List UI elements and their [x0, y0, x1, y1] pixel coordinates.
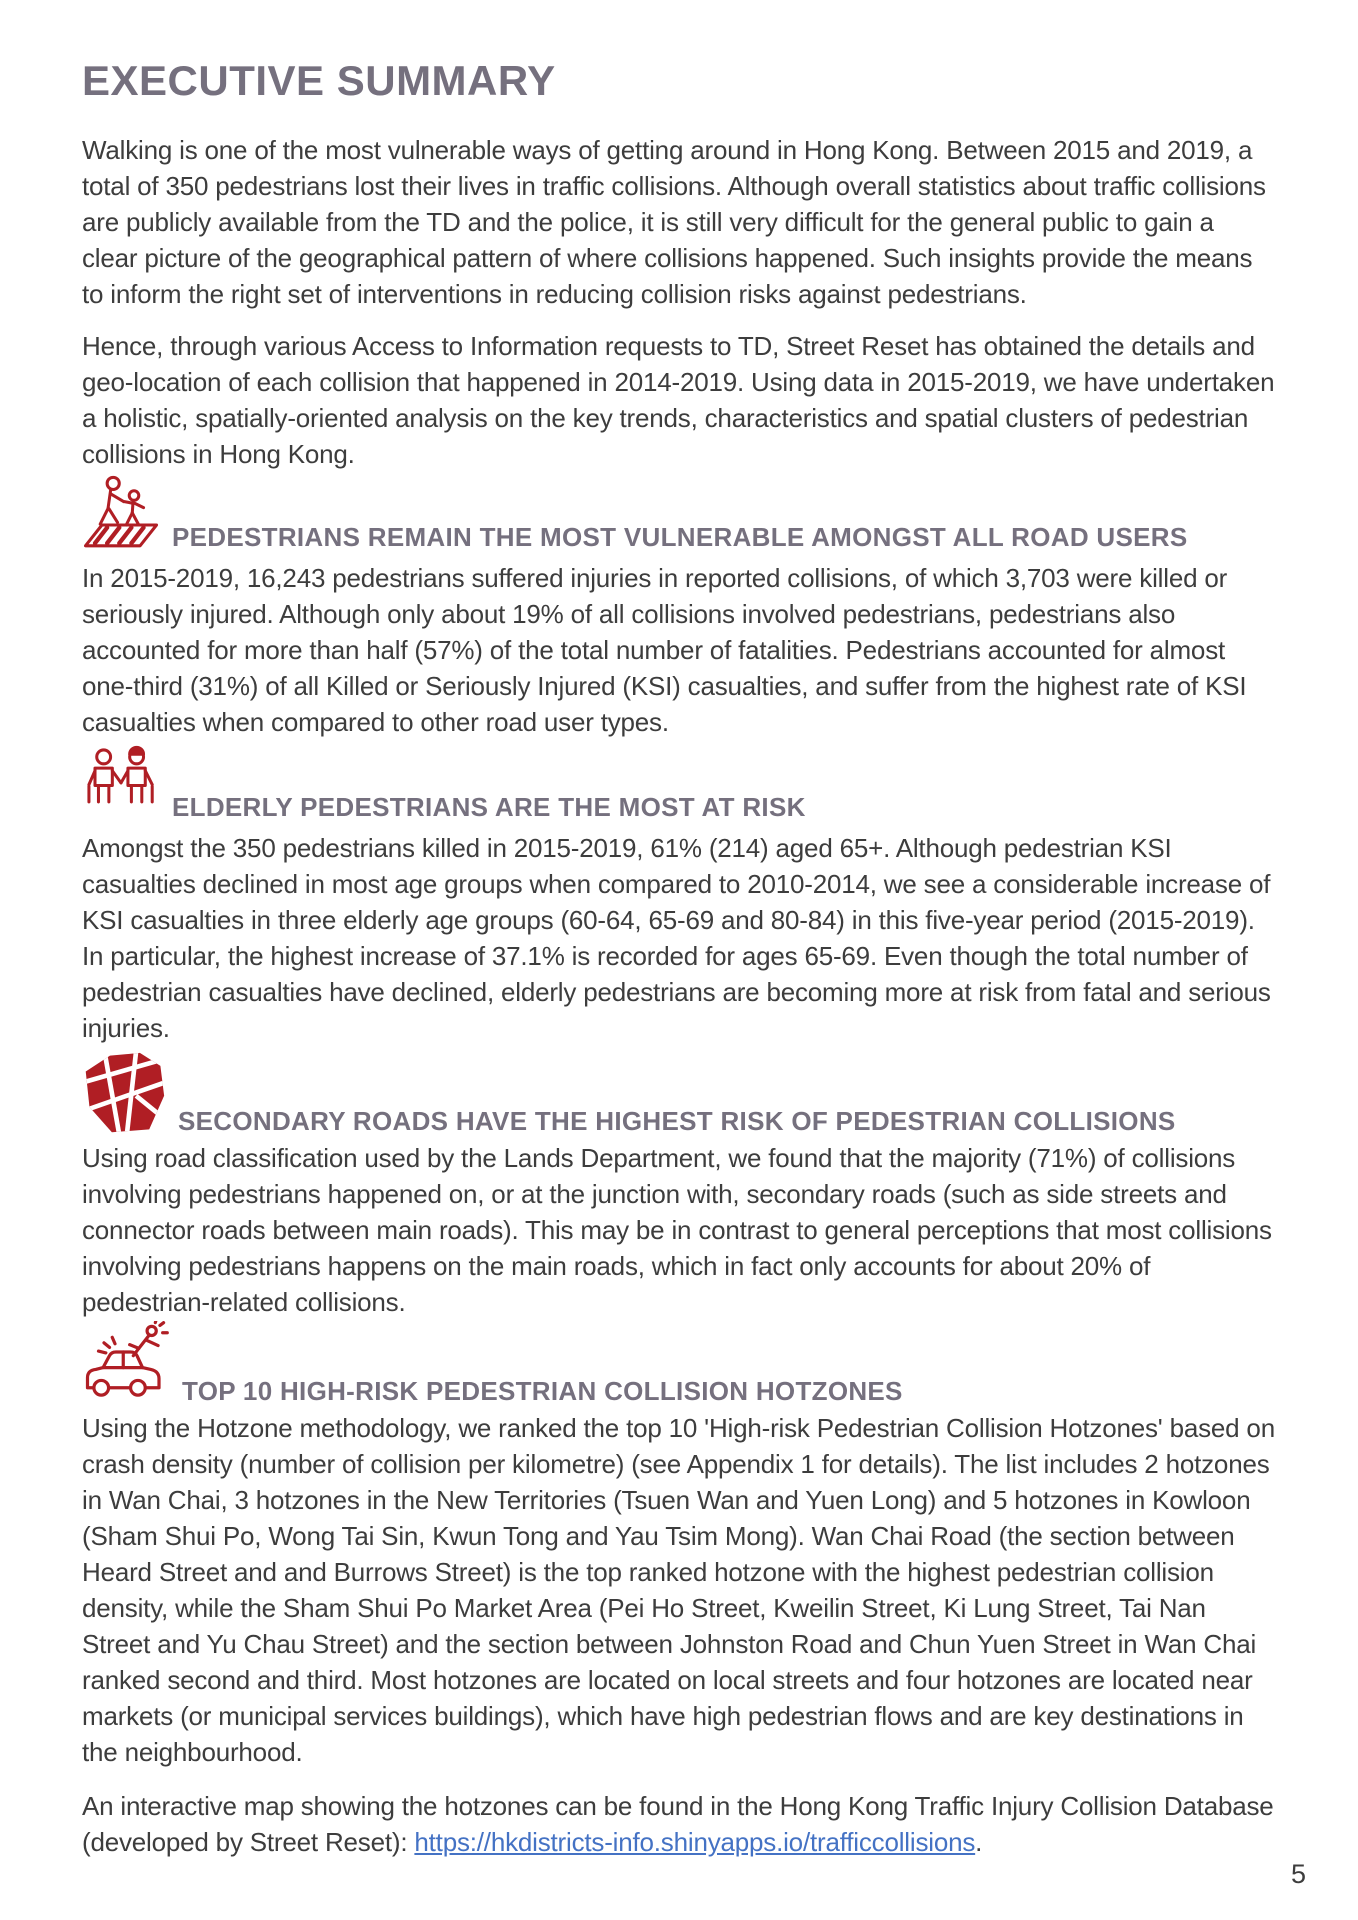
closing-paragraph [82, 1788, 1276, 1860]
section-2-heading-row [82, 748, 1276, 826]
section-3-heading: SECONDARY ROADS HAVE THE HIGHEST RISK OF PEDESTRIAN COLLISIONS [178, 1106, 1176, 1136]
section-3-body: Using road classification used by the Lands Department, we found that the majority (71%) of collisions involving pedestrians happened on, or at the junction with, secondary roads (such as side streets and connector roads between main roads). This may be in contrast to general perceptions that most collisions involving pedestrians happens on the main roads, which in fact only accounts for about 20% of pedestrian-related collisions. [82, 1143, 1272, 1317]
section-2-heading: ELDERLY PEDESTRIANS ARE THE MOST AT RISK [172, 792, 806, 822]
section-4-body: Using the Hotzone methodology, we ranked the top 10 'High-risk Pedestrian Collision Hotzones' based on crash density (number of collision per kilometre) (see Appendix 1 for details). The list includes 2 hotzones in Wan Chai, 3 hotzones in the New Territories (Tsuen Wan and Yuen Long) and 5 hotzones in Kowloon (Sham Shui Po, Wong Tai Sin, Kwun Tong and Yau Tsim Mong). Wan Chai Road (the section between Heard Street and and Burrows Street) is the top ranked hotzone with the highest pedestrian collision density, while the Sham Shui Po Market Area (Pei Ho Street, Kweilin Street, Ki Lung Street, Tai Nan Street and Yu Chau Street) and the section between Johnston Road and Chun Yuen Street in Wan Chai ranked second and third. Most hotzones are located on local streets and four hotzones are located near markets (or municipal services buildings), which have high pedestrian flows and are key destinations in the neighbourhood. [82, 1413, 1275, 1767]
street-map-icon [82, 1051, 166, 1140]
intro-paragraph-2: Hence, through various Access to Information requests to TD, Street Reset has obtained the details and geo-location of each collision that happened in 2014-2019. Using data in 2015-2019, we have undertaken a holistic, spatially-oriented analysis on the key trends, characteristics and spatial clusters of pedestrian collisions in Hong Kong. [82, 331, 1275, 469]
section-2-body: Amongst the 350 pedestrians killed in 2015-2019, 61% (214) aged 65+. Although pedestrian KSI casualties declined in most age groups when compared to 2010-2014, we see a considerable increase of KSI casualties in three elderly age groups (60-64, 65-69 and 80-84) in this five-year period (2015-2019). In particular, the highest increase of 37.1% is recorded for ages 65-69. Even though the total number of pedestrian casualties have declined, elderly pedestrians are becoming more at risk from fatal and serious injuries. [82, 833, 1271, 1043]
elderly-pedestrians-icon [82, 743, 160, 826]
traffic-collisions-link[interactable]: https://hkdistricts-info.shinyapps.io/trafficcollisions [414, 1827, 976, 1857]
closing-text: An interactive map showing the hotzones can be found in the Hong Kong Traffic Injury Collision Database (developed by Street Reset): [82, 1791, 1274, 1857]
section-1-body: In 2015-2019, 16,243 pedestrians suffered injuries in reported collisions, of which 3,703 were killed or seriously injured. Although only about 19% of all collisions involved pedestrians, pedestrians also accounted for more than half (57%) of the total number of fatalities. Pedestrians accounted for almost one-third (31%) of all Killed or Seriously Injured (KSI) casualties, and suffer from the highest rate of KSI casualties when compared to other road user types. [82, 563, 1247, 737]
closing-period: . [975, 1827, 983, 1857]
section-1-heading: PEDESTRIANS REMAIN THE MOST VULNERABLE AMONGST ALL ROAD USERS [172, 522, 1188, 552]
intro-paragraph-1: Walking is one of the most vulnerable ways of getting around in Hong Kong. Between 2015 and 2019, a total of 350 pedestrians lost their lives in traffic collisions. Although overall statistics about traffic collisions are publicly available from the TD and the police, it is still very difficult for the general public to gain a clear picture of the geographical pattern of where collisions happened. Such insights provide the means to inform the right set of interventions in reducing collision risks against pedestrians. [82, 135, 1266, 309]
pedestrian-crossing-icon [82, 473, 160, 556]
car-pedestrian-collision-icon [82, 1321, 170, 1410]
section-4-heading: TOP 10 HIGH-RISK PEDESTRIAN COLLISION HOTZONES [182, 1376, 903, 1406]
page-title: EXECUTIVE SUMMARY [82, 57, 556, 104]
section-3-heading-row [82, 1056, 1276, 1140]
page-number: 5 [1290, 1859, 1306, 1889]
section-1-heading-row [82, 478, 1276, 556]
section-4-heading-row [82, 1326, 1276, 1410]
